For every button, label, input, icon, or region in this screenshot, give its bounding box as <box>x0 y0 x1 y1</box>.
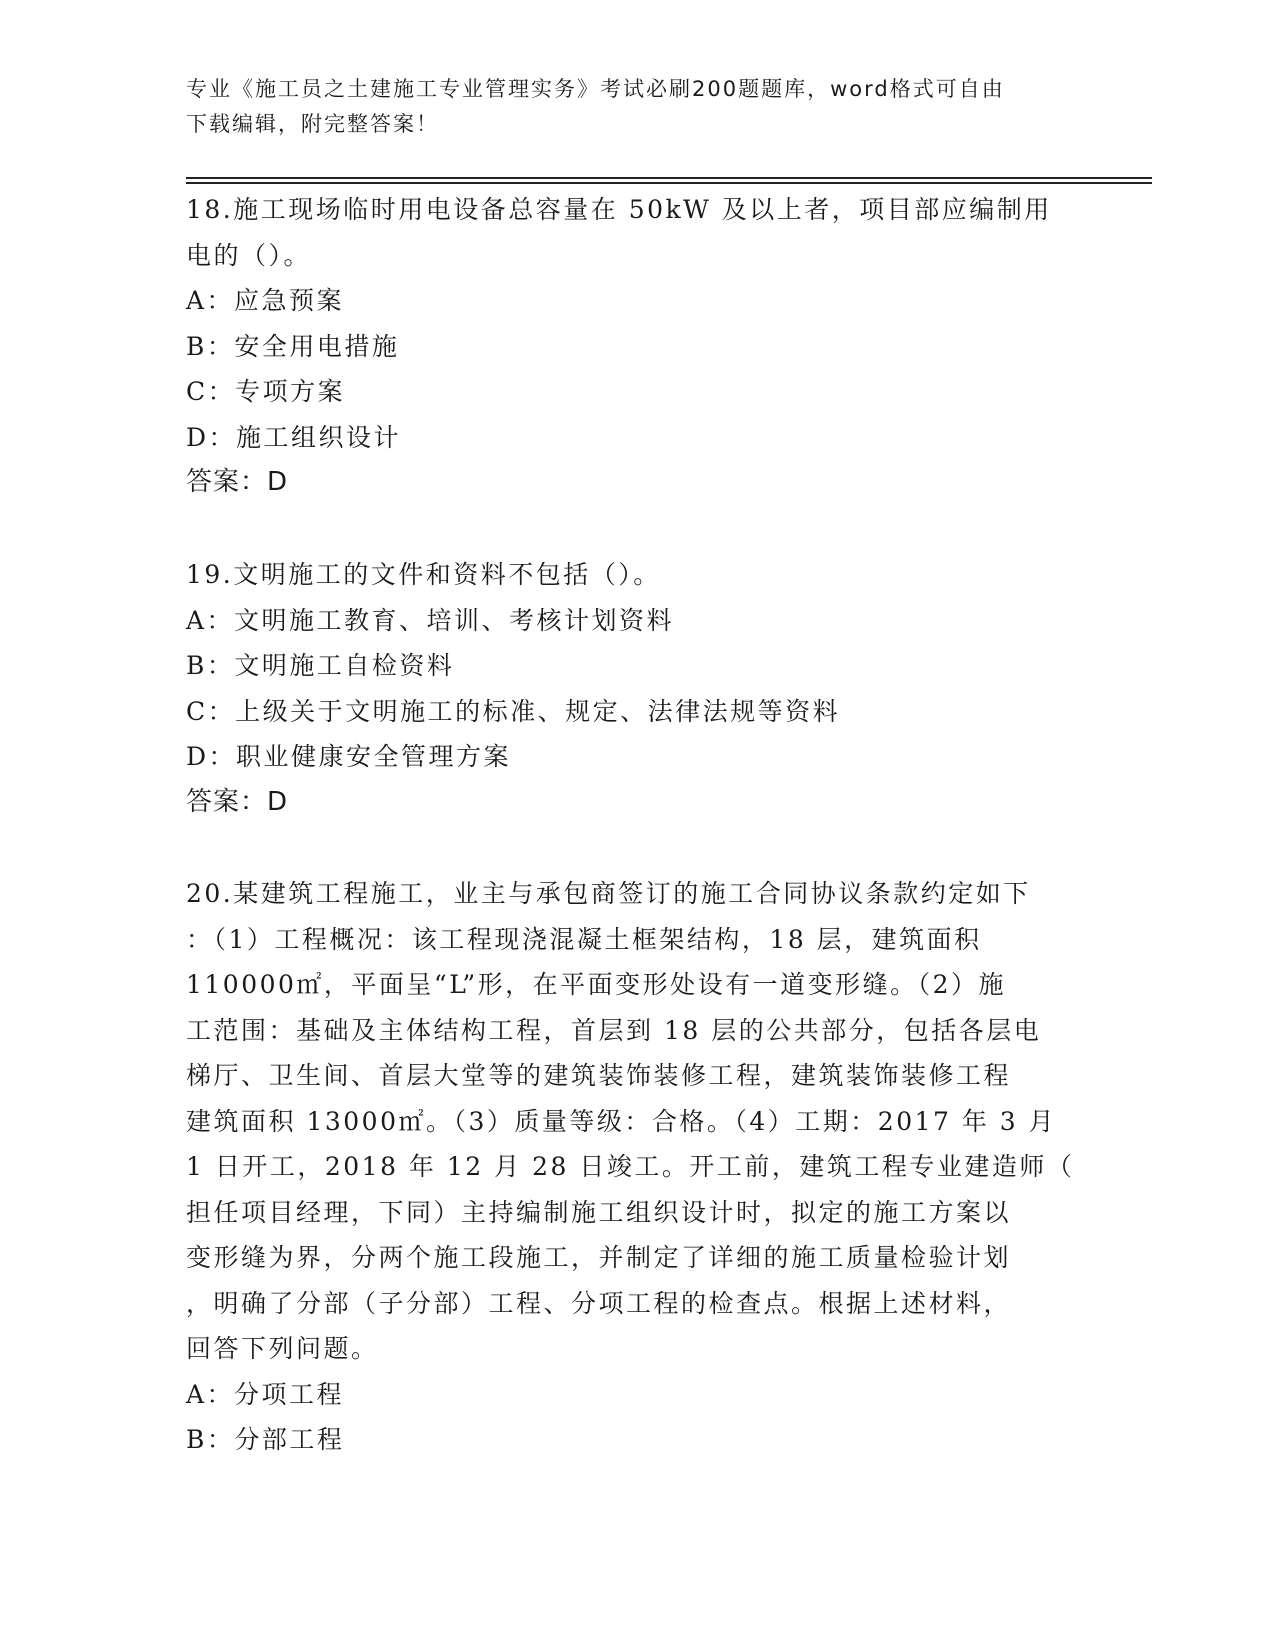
question-stem-line: 工范围：基础及主体结构工程，首层到 18 层的公共部分，包括各层电 <box>186 1015 1042 1045</box>
question-stem-line: ，明确了分部（子分部）工程、分项工程的检查点。根据上述材料， <box>186 1288 1012 1318</box>
option-a: A：文明施工教育、培训、考核计划资料 <box>186 605 675 635</box>
question-stem-line: 电的（）。 <box>186 240 312 270</box>
header-divider-bottom <box>186 182 1152 184</box>
option-d: D：施工组织设计 <box>186 422 402 452</box>
question-stem-line: 1 日开工，2018 年 12 月 28 日竣工。开工前，建筑工程专业建造师（ <box>186 1152 1075 1181</box>
option-b: B：分部工程 <box>186 1425 345 1454</box>
option-a: A：应急预案 <box>186 286 345 315</box>
question-18 <box>186 187 1066 506</box>
option-c: C：专项方案 <box>186 377 346 406</box>
question-19 <box>186 552 1066 825</box>
question-stem-line: ：（1）工程概况：该工程现浇混凝土框架结构，18 层，建筑面积 <box>186 924 982 954</box>
option-a: A：分项工程 <box>186 1379 345 1409</box>
header-line-1: 专业《施工员之土建施工专业管理实务》考试必刷200题题库，word格式可自由 <box>186 77 1005 101</box>
question-stem-line: 20.某建筑工程施工，业主与承包商签订的施工合同协议条款约定如下 <box>186 879 1031 908</box>
answer-label: 答案：D <box>186 786 289 817</box>
question-stem-line: 回答下列问题。 <box>186 1334 379 1363</box>
option-b: B：文明施工自检资料 <box>186 651 455 680</box>
option-b: B：安全用电措施 <box>186 331 400 361</box>
question-stem-line: 担任项目经理，下同）主持编制施工组织设计时，拟定的施工方案以 <box>186 1197 1012 1227</box>
question-stem-line: 梯厅、卫生间、首层大堂等的建筑装饰装修工程，建筑装饰装修工程 <box>186 1061 1012 1090</box>
header-divider-top <box>186 177 1152 179</box>
question-stem-line: 变形缝为界，分两个施工段施工，并制定了详细的施工质量检验计划 <box>186 1243 1012 1272</box>
question-stem-line: 建筑面积 13000㎡。（3）质量等级：合格。（4）工期：2017 年 3 月 <box>186 1106 1057 1136</box>
question-stem-line: 110000㎡，平面呈“L”形，在平面变形处设有一道变形缝。（2）施 <box>186 970 1007 999</box>
question-stem-line: 19.文明施工的文件和资料不包括（）。 <box>186 560 661 589</box>
question-20 <box>186 871 1075 1463</box>
document-header <box>186 72 1066 142</box>
question-stem-line: 18.施工现场临时用电设备总容量在 50kW 及以上者，项目部应编制用 <box>186 195 1052 224</box>
option-d: D：职业健康安全管理方案 <box>186 742 512 771</box>
header-line-2: 下载编辑，附完整答案！ <box>186 112 439 136</box>
option-c: C：上级关于文明施工的标准、规定、法律法规等资料 <box>186 696 841 726</box>
answer-label: 答案：D <box>186 467 289 497</box>
